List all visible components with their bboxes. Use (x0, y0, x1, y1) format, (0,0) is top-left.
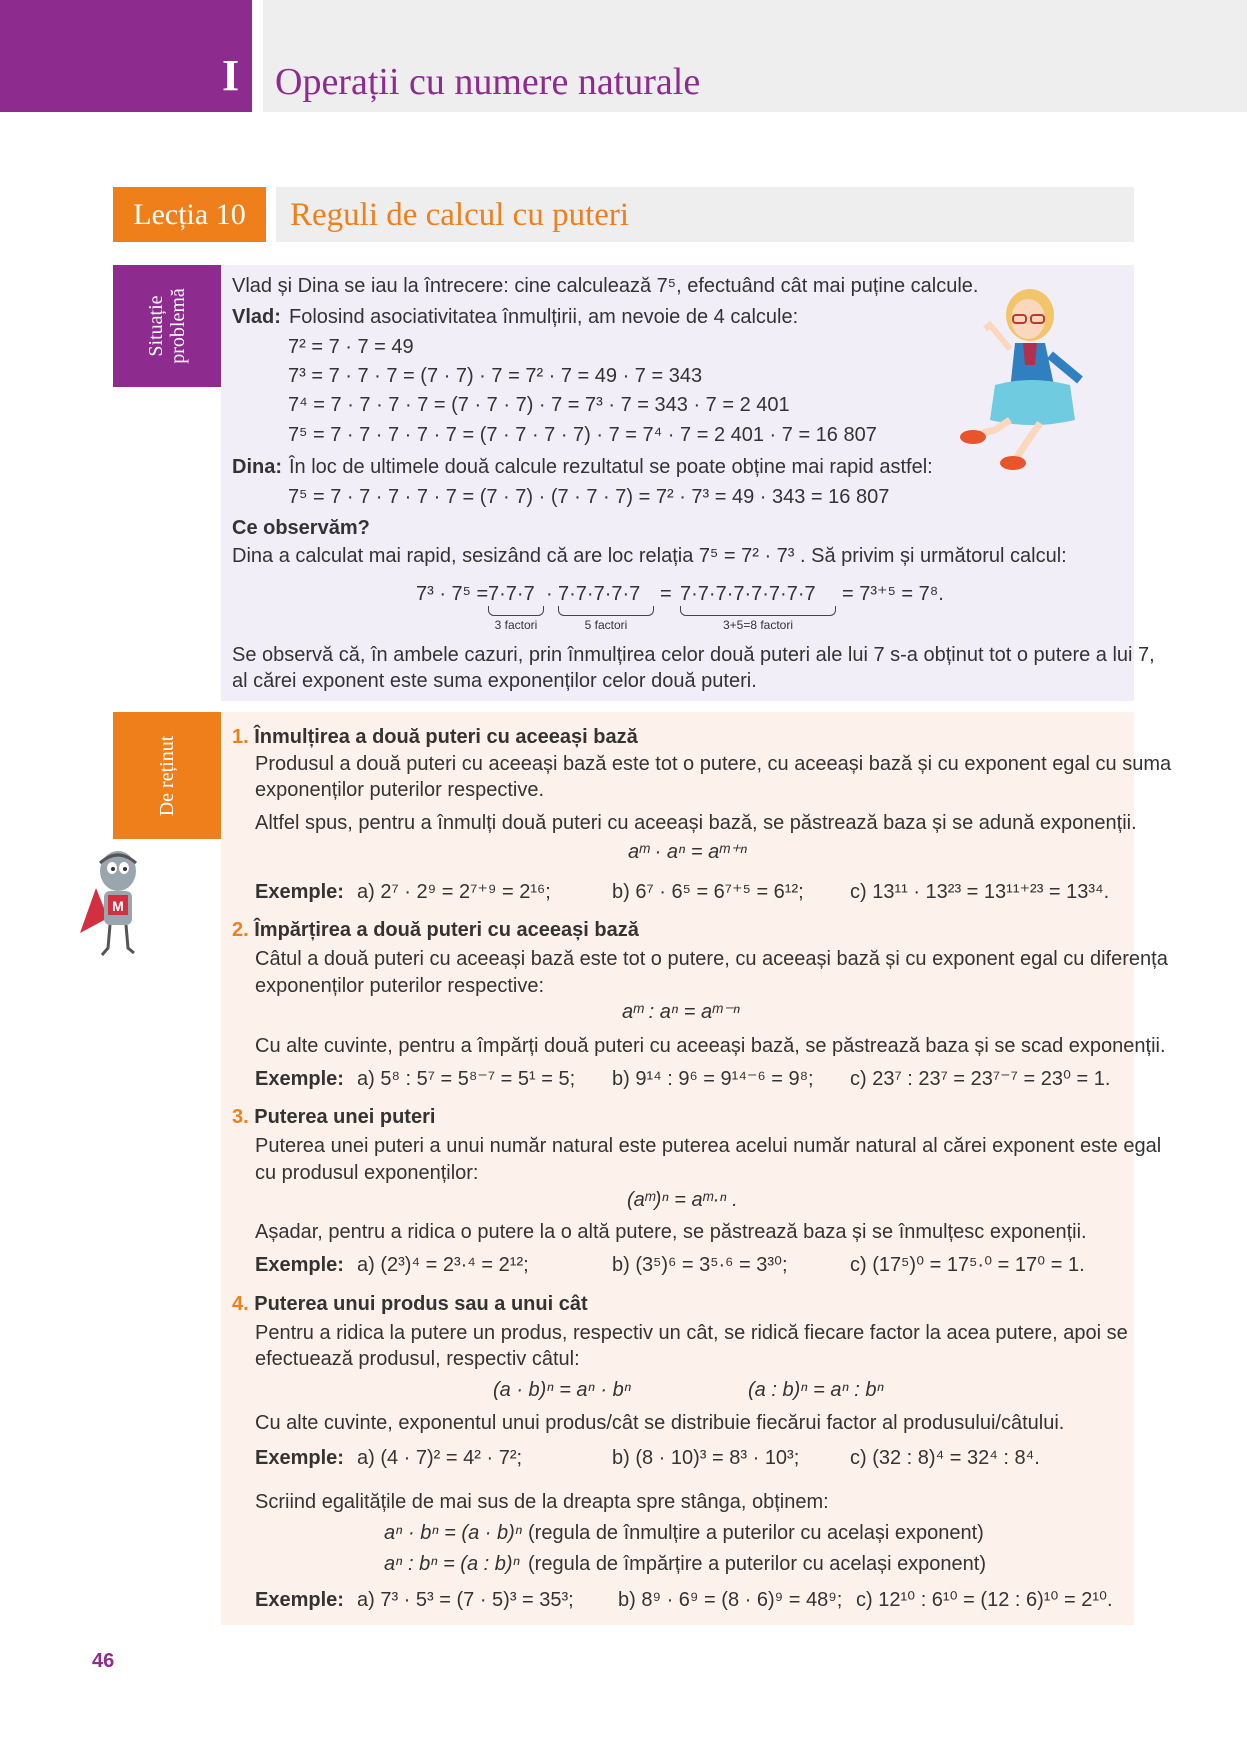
formula-group-3: 7·7·7·7·7·7·7·7 (680, 583, 816, 605)
dina-label: Dina: (232, 456, 283, 478)
observation-heading: Ce observăm? (232, 517, 370, 539)
example-a: a) 2⁷ · 2⁹ = 2⁷⁺⁹ = 2¹⁶; (357, 881, 551, 903)
examples-label: Exemple: (255, 1447, 344, 1469)
example-b: b) (8 · 10)³ = 8³ · 10³; (612, 1447, 800, 1469)
formula-group-1: 7·7·7 (488, 583, 535, 605)
page-number: 46 (92, 1650, 115, 1672)
reverse-text-2: (regula de împărțire a puterilor cu același exponent) (528, 1553, 987, 1575)
girl-illustration (955, 285, 1115, 470)
example-a: a) (4 · 7)² = 4² · 7²; (357, 1447, 523, 1469)
reverse-formula-2: aⁿ : bⁿ = (a : b)ⁿ (384, 1553, 520, 1575)
rule-title: Puterea unui produs sau a unui cât (254, 1293, 588, 1315)
example-a: a) 7³ · 5³ = (7 · 5)³ = 35³; (357, 1589, 574, 1611)
observation-line: Dina a calculat mai rapid, sesizând că are loc relația 7⁵ = 7² · 7³ . Să privim și următorul calcul: (232, 545, 1067, 567)
example-b: b) 9¹⁴ : 9⁶ = 9¹⁴⁻⁶ = 9⁸; (612, 1068, 814, 1090)
example-c: c) (32 : 8)⁴ = 32⁴ : 8⁴. (850, 1447, 1040, 1469)
rule-text: Așadar, pentru a ridica o putere la o altă putere, se păstrează baza și se înmulțesc exponenții. (255, 1221, 1087, 1243)
dina-line: În loc de ultimele două calcule rezultatul se poate obține mai rapid astfel: (289, 456, 933, 478)
examples-label: Exemple: (255, 881, 344, 903)
rule-number: 4. (232, 1293, 249, 1315)
chapter-title: Operații cu numere naturale (275, 61, 701, 103)
brace-label: 5 factori (584, 618, 628, 632)
example-b: b) 6⁷ · 6⁵ = 6⁷⁺⁵ = 6¹²; (612, 881, 804, 903)
examples-label: Exemple: (255, 1589, 344, 1611)
examples-label: Exemple: (255, 1068, 344, 1090)
lesson-label: Lecția 10 (113, 187, 266, 242)
formula-group-2: 7·7·7·7·7 (558, 583, 641, 605)
rule-4-heading (232, 1292, 588, 1316)
calc-line: 7⁵ = 7 · 7 · 7 · 7 · 7 = (7 · 7) · (7 · 7 · 7) = 7² · 7³ = 49 · 343 = 16 807 (288, 486, 890, 508)
conclusion-line: Se observă că, în ambele cazuri, prin înmulțirea celor două puteri ale lui 7 s-a obținut tot o putere a lui 7, (232, 644, 1155, 666)
formula-left: 7³ · 7⁵ = (416, 583, 489, 605)
formula-dot: · (546, 583, 553, 605)
conclusion-line: al cărei exponent este suma exponenților celor două puteri. (232, 670, 757, 692)
rule-text: Cu alte cuvinte, exponentul unui produs/cât se distribuie fiecărui factor al produsului/câtului. (255, 1412, 1065, 1434)
example-b: b) (3⁵)⁶ = 3⁵·⁶ = 3³⁰; (612, 1254, 788, 1276)
rule-title: Înmulțirea a două puteri cu aceeași bază (254, 726, 638, 748)
example-c: c) 12¹⁰ : 6¹⁰ = (12 : 6)¹⁰ = 2¹⁰. (856, 1589, 1113, 1611)
rule-3-heading (232, 1105, 435, 1129)
brace-label: 3+5=8 factori (722, 618, 794, 632)
rule-title: Împărțirea a două puteri cu aceeași bază (254, 919, 639, 941)
rule-formula: aᵐ · aⁿ = aᵐ⁺ⁿ (628, 841, 748, 863)
brace-5-factors (558, 606, 654, 616)
remember-tab (113, 712, 221, 839)
chapter-banner (0, 0, 252, 112)
example-b: b) 8⁹ · 6⁹ = (8 · 6)⁹ = 48⁹; (618, 1589, 843, 1611)
intro-line: Vlad și Dina se iau la întrecere: cine calculează 7⁵, efectuând cât mai puține calcule. (232, 275, 979, 297)
rule-formula: (aᵐ)ⁿ = aᵐ·ⁿ . (627, 1189, 738, 1211)
calc-line: 7⁴ = 7 · 7 · 7 · 7 = (7 · 7 · 7) · 7 = 7³ · 7 = 343 · 7 = 2 401 (288, 394, 790, 416)
calc-line: 7⁵ = 7 · 7 · 7 · 7 · 7 = (7 · 7 · 7 · 7) · 7 = 7⁴ · 7 = 2 401 · 7 = 16 807 (288, 424, 877, 446)
rule-text: cu produsul exponenților: (255, 1162, 479, 1184)
rule-text: exponenților puterilor respective. (255, 779, 545, 801)
rule-text: Cu alte cuvinte, pentru a împărți două puteri cu aceeași bază, se păstrează baza și se scad exponenții. (255, 1035, 1166, 1057)
situation-tab-line2: problemă (167, 288, 189, 364)
brace-8-factors (680, 606, 836, 616)
mascot-illustration (78, 843, 158, 961)
formula-right: = 7³⁺⁵ = 7⁸. (842, 583, 944, 605)
chapter-number: I (222, 51, 240, 100)
reverse-formula-1: aⁿ · bⁿ = (a · b)ⁿ (384, 1522, 523, 1544)
situation-tab (113, 265, 221, 387)
rule-formula: aᵐ : aⁿ = aᵐ⁻ⁿ (622, 1001, 740, 1023)
rule-formula-product: (a · b)ⁿ = aⁿ · bⁿ (493, 1379, 632, 1401)
reverse-intro: Scriind egalitățile de mai sus de la dreapta spre stânga, obținem: (255, 1491, 829, 1513)
svg-text:M: M (112, 898, 124, 914)
lesson-title: Reguli de calcul cu puteri (290, 197, 630, 233)
rule-text: Altfel spus, pentru a înmulți două puteri cu aceeași bază, se păstrează baza și se adună exponenții. (255, 812, 1137, 834)
rule-number: 1. (232, 726, 249, 748)
rule-number: 2. (232, 919, 249, 941)
situation-tab-line1: Situație (145, 295, 167, 357)
calc-line: 7² = 7 · 7 = 49 (288, 336, 414, 358)
example-c: c) (17⁵)⁰ = 17⁵·⁰ = 17⁰ = 1. (850, 1254, 1085, 1276)
rule-formula-quotient: (a : b)ⁿ = aⁿ : bⁿ (748, 1379, 884, 1401)
rule-text: Produsul a două puteri cu aceeași bază este tot o putere, cu aceeași bază și cu exponent egal cu suma (255, 753, 1172, 775)
remember-tab-text: De reținut (156, 735, 178, 816)
vlad-label: Vlad: (232, 306, 281, 328)
vlad-line: Folosind asociativitatea înmulțirii, am nevoie de 4 calcule: (289, 306, 799, 328)
rule-number: 3. (232, 1106, 249, 1128)
rule-text: efectuează produsul, respectiv câtul: (255, 1348, 580, 1370)
reverse-text-1: (regula de înmulțire a puterilor cu același exponent) (528, 1522, 984, 1544)
rule-title: Puterea unei puteri (254, 1106, 436, 1128)
example-a: a) 5⁸ : 5⁷ = 5⁸⁻⁷ = 5¹ = 5; (357, 1068, 576, 1090)
example-c: c) 13¹¹ · 13²³ = 13¹¹⁺²³ = 13³⁴. (850, 881, 1110, 903)
example-c: c) 23⁷ : 23⁷ = 23⁷⁻⁷ = 23⁰ = 1. (850, 1068, 1111, 1090)
brace-3-factors (488, 606, 544, 616)
rule-text: Pentru a ridica la putere un produs, respectiv un cât, se ridică fiecare factor la acea putere, apoi se (255, 1322, 1128, 1344)
brace-label: 3 factori (494, 618, 538, 632)
rule-1-heading (232, 725, 638, 749)
rule-text: exponenților puterilor respective: (255, 975, 545, 997)
examples-label: Exemple: (255, 1254, 344, 1276)
rule-text: Puterea unei puteri a unui număr natural este puterea acelui număr natural al cărei exponent este egal (255, 1135, 1162, 1157)
rule-text: Câtul a două puteri cu aceeași bază este tot o putere, cu aceeași bază și cu exponent egal cu diferența (255, 948, 1168, 970)
formula-eq: = (660, 583, 672, 605)
example-a: a) (2³)⁴ = 2³·⁴ = 2¹²; (357, 1254, 529, 1276)
calc-line: 7³ = 7 · 7 · 7 = (7 · 7) · 7 = 7² · 7 = 49 · 7 = 343 (288, 365, 703, 387)
rule-2-heading (232, 918, 639, 942)
